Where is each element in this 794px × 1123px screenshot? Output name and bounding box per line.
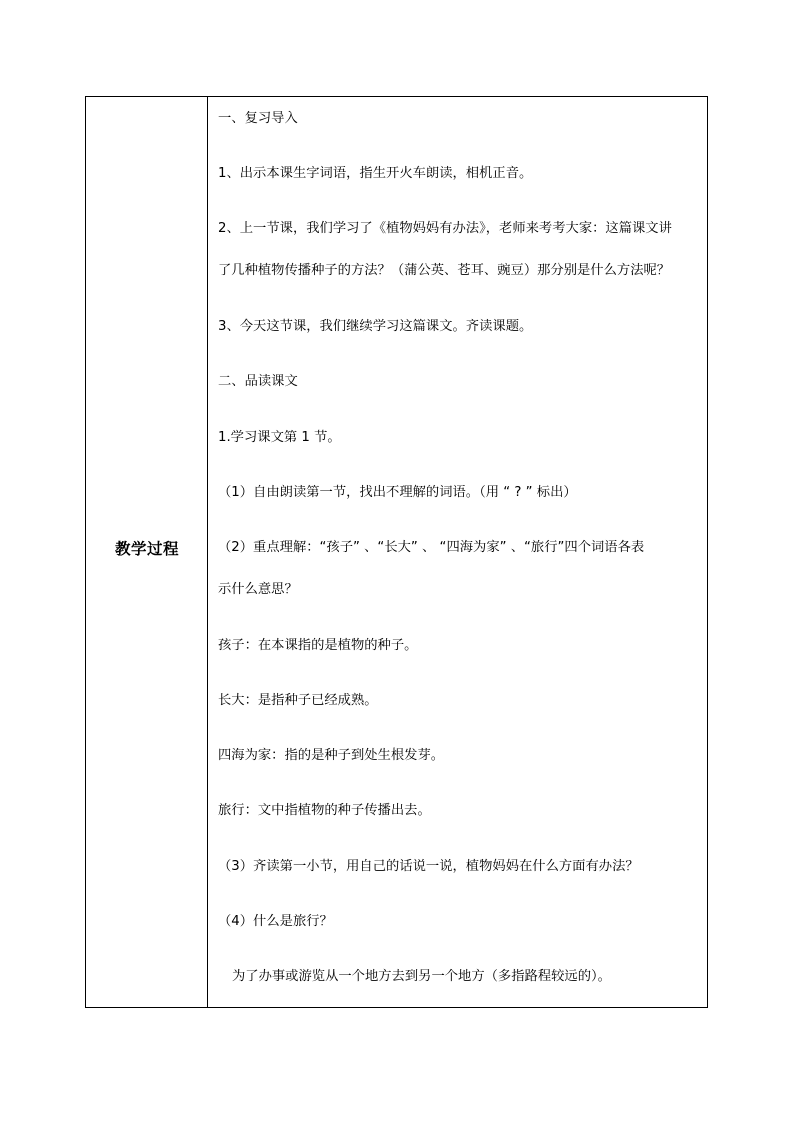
paragraph-line: 1.学习课文第 1 节。: [218, 430, 341, 445]
paragraph-line: 为了办事或游览从一个地方去到另一个地方（多指路程较远的）。: [232, 969, 611, 984]
row-label: 教学过程: [114, 540, 179, 558]
paragraph-line: 2、上一节课，我们学习了《植物妈妈有办法》，老师来考考大家：这篇课文讲: [218, 221, 672, 236]
content-cell: [208, 97, 707, 1007]
paragraph-line: 3、今天这节课，我们继续学习这篇课文。齐读课题。: [218, 319, 533, 334]
definition-line: 孩子：在本课指的是植物的种子。: [218, 638, 418, 653]
paragraph-line: 1、出示本课生字词语，指生开火车朗读，相机正音。: [218, 166, 533, 181]
paragraph-line: 了几种植物传播种子的方法？（蒲公英、苍耳、豌豆）那分别是什么方法呢？: [218, 263, 671, 278]
paragraph-line: （3）齐读第一小节，用自己的话说一说，植物妈妈在什么方面有办法？: [218, 859, 639, 874]
definition-line: 旅行：文中指植物的种子传播出去。: [218, 803, 431, 818]
section-heading-review: 一、复习导入: [218, 111, 298, 126]
paragraph-line: （4）什么是旅行？: [218, 914, 333, 929]
section-heading-reading: 二、品读课文: [218, 374, 298, 389]
lesson-plan-table: [85, 96, 708, 1008]
paragraph-line: （2）重点理解：“孩子” 、“长大” 、 “四海为家” 、“旅行”四个词语各表: [218, 540, 645, 555]
definition-line: 四海为家：指的是种子到处生根发芽。: [218, 748, 445, 763]
definition-line: 长大：是指种子已经成熟。: [218, 693, 378, 708]
row-label-cell: [86, 97, 208, 1007]
paragraph-line: 示什么意思？: [218, 582, 298, 597]
paragraph-line: （1）自由朗读第一节，找出不理解的词语。（用 “ ? ” 标出）: [218, 485, 577, 500]
